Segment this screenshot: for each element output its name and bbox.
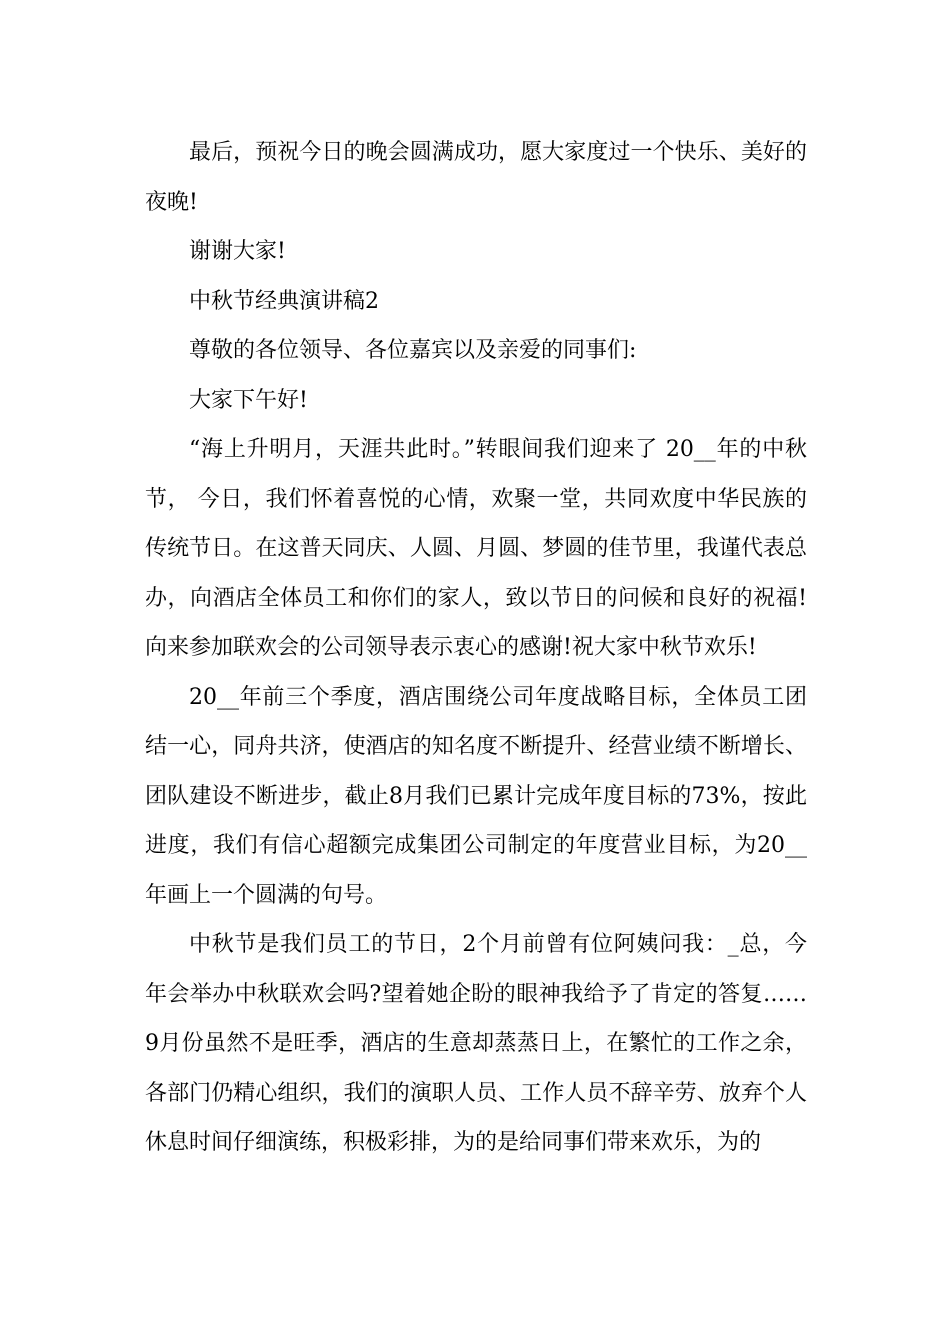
paragraph-greeting: 大家下午好! [189, 387, 308, 413]
paragraph-thanks: 谢谢大家! [189, 239, 286, 264]
section-title: 中秋节经典演讲稿2 [189, 288, 379, 314]
document-body [145, 128, 807, 1168]
paragraph-performance: 20__年前三个季度，酒店围绕公司年度战略目标，全体员工团结一心，同舟共济，使酒店的知名度不断提升、经营业绩不断增长、团队建设不断进步，截止8月我们已累计完成年度目标的73%，按此进度，我们有信心超额完成集团公司制定的年度营业目标，为20__年画上一个圆满的句号。 [145, 684, 807, 908]
paragraph-festival-intro: “海上升明月，天涯共此时。”转眼间我们迎来了 20__年的中秋节， 今日，我们怀着喜悦的心情，欢聚一堂，共同欢度中华民族的传统节日。在这普天同庆、人圆、月圆、梦圆的佳节里，我谨代表总办，向酒店全体员工和你们的家人，致以节日的问候和良好的祝福!向来参加联欢会的公司领导表示衷心的感谢!祝大家中秋节欢乐! [145, 437, 807, 660]
paragraph-party-preparation: 中秋节是我们员工的节日，2个月前曾有位阿姨问我：_总，今年会举办中秋联欢会吗?望着她企盼的眼神我给予了肯定的答复……9月份虽然不是旺季，酒店的生意却蒸蒸日上，在繁忙的工作之余，各部门仍精心组织，我们的演职人员、工作人员不辞辛劳、放弃个人休息时间仔细演练，积极彩排，为的是给同事们带来欢乐，为的 [145, 932, 807, 1155]
paragraph-salutation: 尊敬的各位领导、各位嘉宾以及亲爱的同事们: [189, 338, 637, 363]
paragraph-closing-wish: 最后，预祝今日的晚会圆满成功，愿大家度过一个快乐、美好的夜晚! [145, 140, 807, 215]
